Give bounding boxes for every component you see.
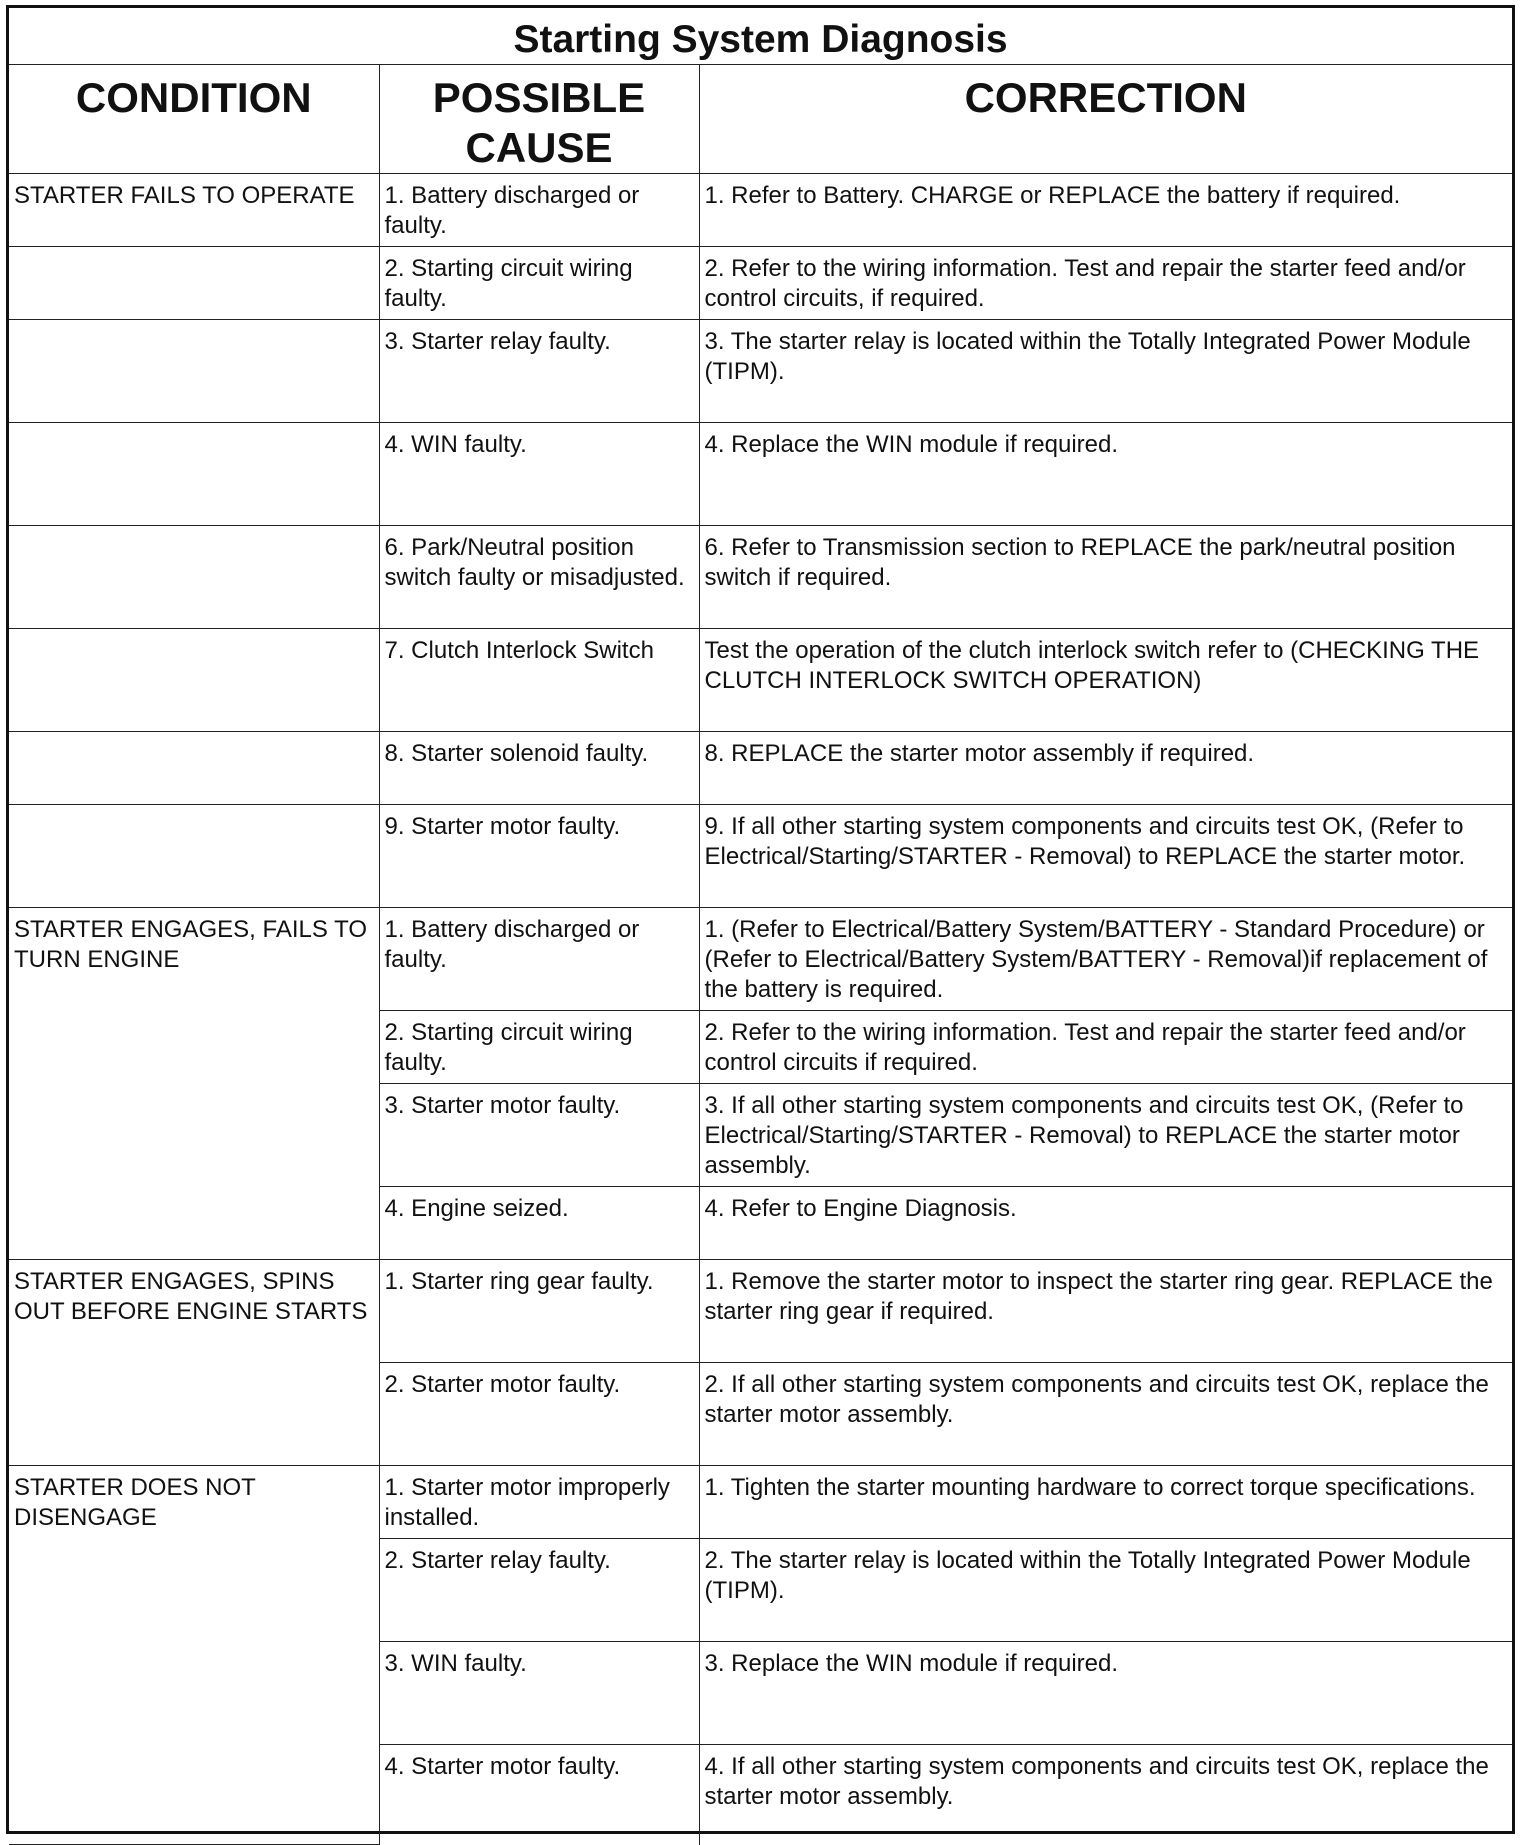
cause-cell: 4. Starter motor faulty. bbox=[379, 1745, 699, 1845]
cause-cell: 3. WIN faulty. bbox=[379, 1642, 699, 1745]
table-row bbox=[9, 247, 1512, 320]
correction-cell: 1. Refer to Battery. CHARGE or REPLACE the battery if required. bbox=[699, 174, 1512, 247]
condition-cell-empty bbox=[9, 320, 379, 423]
header-condition: CONDITION bbox=[9, 65, 379, 174]
table-row bbox=[9, 629, 1512, 732]
diagnosis-table bbox=[9, 8, 1512, 1845]
condition-cell-empty bbox=[9, 629, 379, 732]
header-possible-cause: POSSIBLE CAUSE bbox=[379, 65, 699, 174]
condition-cell-empty bbox=[9, 247, 379, 320]
table-row bbox=[9, 526, 1512, 629]
condition-cell: STARTER ENGAGES, SPINS OUT BEFORE ENGINE STARTS bbox=[9, 1260, 379, 1466]
condition-cell: STARTER DOES NOT DISENGAGE bbox=[9, 1466, 379, 1845]
condition-cell-empty bbox=[9, 423, 379, 526]
cause-cell: 8. Starter solenoid faulty. bbox=[379, 732, 699, 805]
correction-cell: 2. The starter relay is located within the Totally Integrated Power Module (TIPM). bbox=[699, 1539, 1512, 1642]
table-row bbox=[9, 423, 1512, 526]
correction-cell: 3. The starter relay is located within the Totally Integrated Power Module (TIPM). bbox=[699, 320, 1512, 423]
correction-cell: 1. Tighten the starter mounting hardware to correct torque specifications. bbox=[699, 1466, 1512, 1539]
table-row bbox=[9, 805, 1512, 908]
condition-cell-empty bbox=[9, 732, 379, 805]
condition-cell-empty bbox=[9, 526, 379, 629]
header-row bbox=[9, 65, 1512, 174]
correction-cell: Test the operation of the clutch interlock switch refer to (CHECKING THE CLUTCH INTERLOCK SWITCH OPERATION) bbox=[699, 629, 1512, 732]
table-row bbox=[9, 908, 1512, 1011]
correction-cell: 9. If all other starting system components and circuits test OK, (Refer to Electrical/Starting/STARTER - Removal) to REPLACE the starter motor. bbox=[699, 805, 1512, 908]
correction-cell: 2. If all other starting system components and circuits test OK, replace the starter motor assembly. bbox=[699, 1363, 1512, 1466]
correction-cell: 3. If all other starting system components and circuits test OK, (Refer to Electrical/Starting/STARTER - Removal) to REPLACE the starter motor assembly. bbox=[699, 1084, 1512, 1187]
cause-cell: 2. Starter motor faulty. bbox=[379, 1363, 699, 1466]
cause-cell: 2. Starter relay faulty. bbox=[379, 1539, 699, 1642]
correction-cell: 4. Refer to Engine Diagnosis. bbox=[699, 1187, 1512, 1260]
cause-cell: 6. Park/Neutral position switch faulty or misadjusted. bbox=[379, 526, 699, 629]
condition-cell: STARTER ENGAGES, FAILS TO TURN ENGINE bbox=[9, 908, 379, 1260]
title-row bbox=[9, 8, 1512, 65]
table-title: Starting System Diagnosis bbox=[9, 8, 1512, 65]
table-row bbox=[9, 320, 1512, 423]
header-correction: CORRECTION bbox=[699, 65, 1512, 174]
correction-cell: 4. Replace the WIN module if required. bbox=[699, 423, 1512, 526]
correction-cell: 4. If all other starting system components and circuits test OK, replace the starter motor assembly. bbox=[699, 1745, 1512, 1845]
correction-cell: 2. Refer to the wiring information. Test and repair the starter feed and/or control circuits if required. bbox=[699, 1011, 1512, 1084]
correction-cell: 1. Remove the starter motor to inspect the starter ring gear. REPLACE the starter ring gear if required. bbox=[699, 1260, 1512, 1363]
cause-cell: 1. Battery discharged or faulty. bbox=[379, 174, 699, 247]
cause-cell: 4. Engine seized. bbox=[379, 1187, 699, 1260]
correction-cell: 2. Refer to the wiring information. Test and repair the starter feed and/or control circuits, if required. bbox=[699, 247, 1512, 320]
diagnosis-sheet bbox=[6, 5, 1515, 1834]
cause-cell: 1. Starter ring gear faulty. bbox=[379, 1260, 699, 1363]
correction-cell: 1. (Refer to Electrical/Battery System/BATTERY - Standard Procedure) or (Refer to Electrical/Battery System/BATTERY - Removal)if replacement of the battery is required. bbox=[699, 908, 1512, 1011]
condition-cell: STARTER FAILS TO OPERATE bbox=[9, 174, 379, 247]
cause-cell: 7. Clutch Interlock Switch bbox=[379, 629, 699, 732]
table-row bbox=[9, 732, 1512, 805]
cause-cell: 9. Starter motor faulty. bbox=[379, 805, 699, 908]
table-row bbox=[9, 1260, 1512, 1363]
correction-cell: 6. Refer to Transmission section to REPLACE the park/neutral position switch if required. bbox=[699, 526, 1512, 629]
cause-cell: 3. Starter relay faulty. bbox=[379, 320, 699, 423]
cause-cell: 4. WIN faulty. bbox=[379, 423, 699, 526]
correction-cell: 3. Replace the WIN module if required. bbox=[699, 1642, 1512, 1745]
correction-cell: 8. REPLACE the starter motor assembly if required. bbox=[699, 732, 1512, 805]
table-row bbox=[9, 1466, 1512, 1539]
cause-cell: 1. Starter motor improperly installed. bbox=[379, 1466, 699, 1539]
table-row bbox=[9, 174, 1512, 247]
cause-cell: 1. Battery discharged or faulty. bbox=[379, 908, 699, 1011]
cause-cell: 3. Starter motor faulty. bbox=[379, 1084, 699, 1187]
cause-cell: 2. Starting circuit wiring faulty. bbox=[379, 1011, 699, 1084]
cause-cell: 2. Starting circuit wiring faulty. bbox=[379, 247, 699, 320]
condition-cell-empty bbox=[9, 805, 379, 908]
